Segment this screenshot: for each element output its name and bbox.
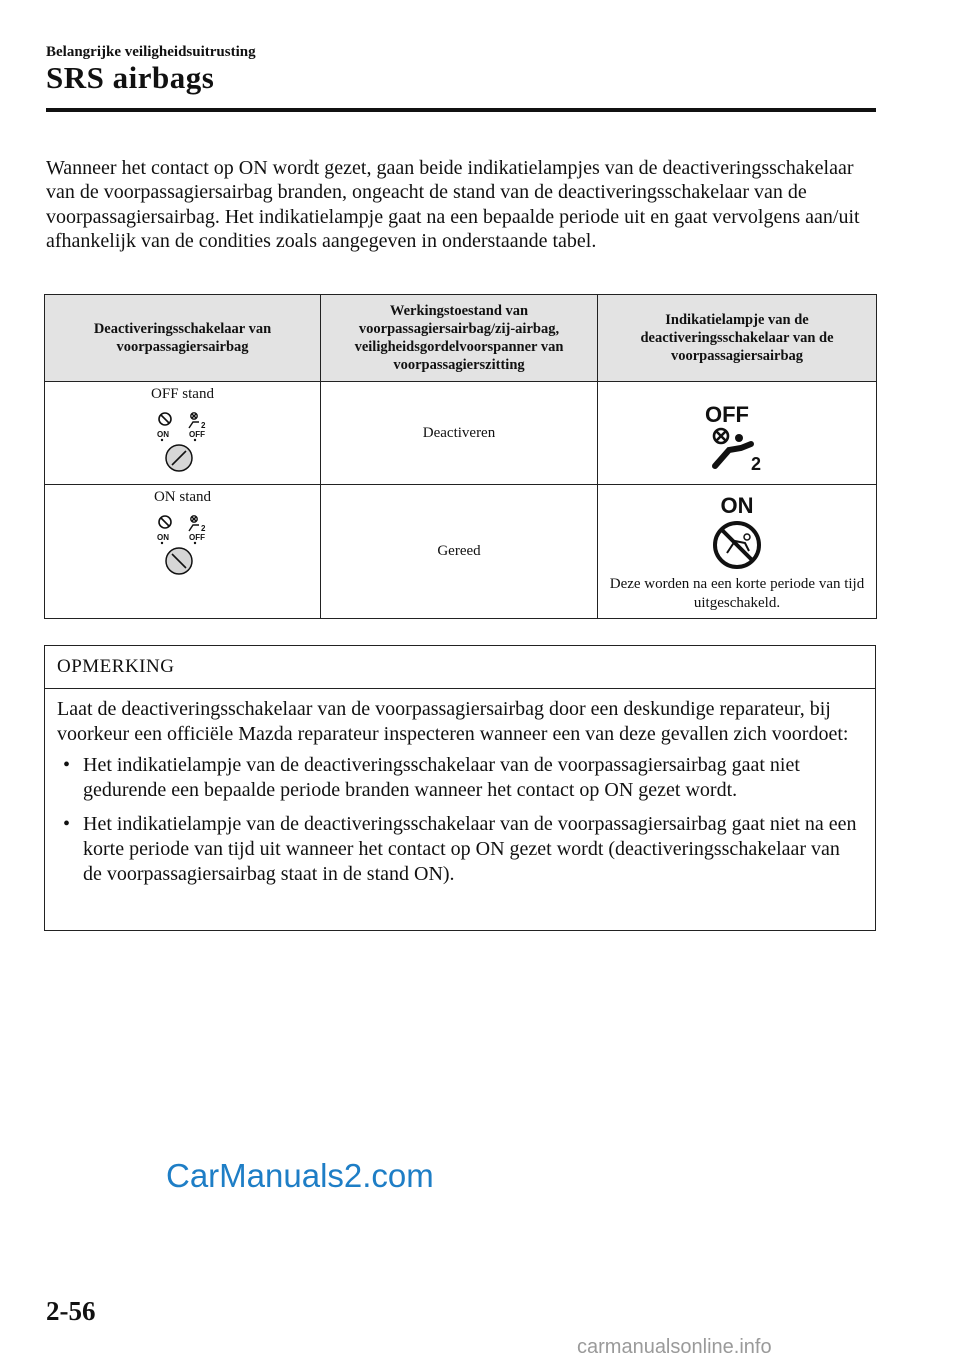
svg-text:ON: ON [156, 533, 169, 542]
lamp-cell [598, 485, 877, 619]
footer-watermark: carmanualsonline.info [577, 1336, 772, 1358]
section-label: Belangrijke veiligheidsuitrusting [46, 44, 256, 60]
switch-cell [45, 382, 321, 485]
table-header-row [45, 295, 877, 382]
svg-text:OFF: OFF [188, 430, 205, 439]
lamp-cell [598, 382, 877, 485]
svg-text:OFF: OFF [705, 402, 749, 427]
page-title: SRS airbags [46, 60, 215, 95]
svg-text:2: 2 [200, 524, 205, 533]
lamp-note: Deze worden na een korte periode van tijd uitgeschakeld. [609, 576, 865, 611]
svg-text:2: 2 [200, 421, 205, 430]
svg-text:ON: ON [720, 493, 754, 518]
passenger-airbag-on-indicator-icon [709, 491, 765, 573]
state-cell: Gereed [321, 485, 598, 619]
switch-cell [45, 485, 321, 619]
svg-text:2: 2 [751, 454, 762, 474]
title-divider [46, 108, 876, 112]
passenger-airbag-off-indicator-icon [699, 400, 775, 474]
list-item-text: Het indikatielampje van de deactiveringsschakelaar van de voorpassagiersairbag gaat niet gedurende een bepaalde periode branden wanneer het contact op ON gezet wordt. [83, 754, 800, 801]
state-cell: Deactiveren [321, 382, 598, 485]
note-body [45, 689, 875, 887]
note-box [44, 645, 876, 931]
header-state: Werkingstoestand van voorpassagiersairbag/zij-airbag, veiligheidsgordelvoorspanner van voorpassagierszitting [321, 295, 598, 382]
watermark-logo: CarManuals2.com [166, 1157, 434, 1194]
switch-on-position-icon [153, 513, 213, 579]
note-heading: OPMERKING [45, 646, 875, 689]
table-row [45, 382, 877, 485]
intro-paragraph: Wanneer het contact op ON wordt gezet, gaan beide indikatielampjes van de deactiveringsschakelaar van de voorpassagiersairbag branden, ongeacht de stand van de deactiveringsschakelaar van de voorpassagiersairbag. Het indikatielampje gaat na een bepaalde periode uit en gaat vervolgens aan/uit afhankelijk van de condities zoals aangegeven in onderstaande tabel. [46, 157, 860, 253]
switch-position-label: OFF stand [151, 386, 214, 402]
list-item [57, 812, 863, 887]
page-number: 2-56 [46, 1296, 96, 1326]
table-row [45, 485, 877, 619]
switch-position-label: ON stand [153, 489, 212, 505]
bullet-icon: • [63, 813, 71, 835]
header-switch: Deactiveringsschakelaar van voorpassagiersairbag [45, 295, 321, 382]
airbag-status-table [44, 294, 877, 619]
note-list [57, 753, 863, 887]
list-item-text: Het indikatielampje van de deactiveringsschakelaar van de voorpassagiersairbag gaat niet na een korte periode van tijd uit wanneer het contact op ON gezet wordt (deactiveringsschakelaar van de voorpassagiersairbag staat in de stand ON). [83, 813, 857, 885]
svg-text:ON: ON [156, 430, 169, 439]
header-lamp: Indikatielampje van de deactiveringsschakelaar van de voorpassagiersairbag [598, 295, 877, 382]
switch-off-position-icon [153, 410, 213, 476]
svg-text:OFF: OFF [188, 533, 205, 542]
list-item [57, 753, 863, 803]
note-text: Laat de deactiveringsschakelaar van de voorpassagiersairbag door een deskundige reparateur, bij voorkeur een officiële Mazda reparateur inspecteren wanneer een van deze gevallen zich voordoet: [57, 698, 849, 745]
bullet-icon: • [63, 754, 71, 776]
